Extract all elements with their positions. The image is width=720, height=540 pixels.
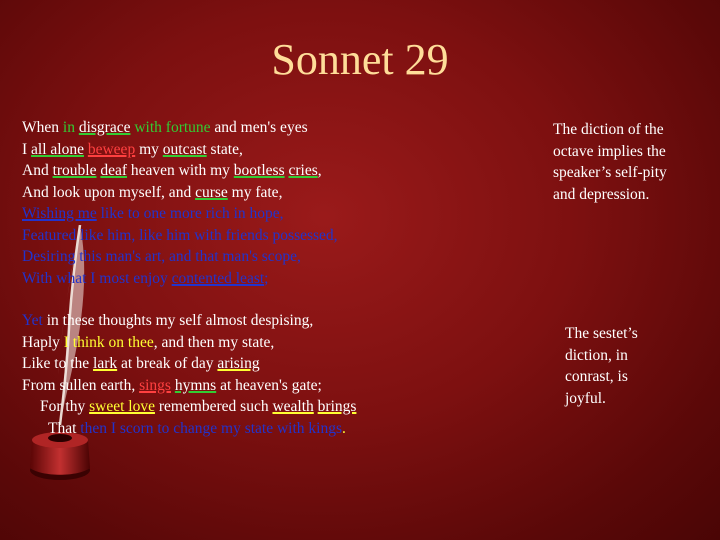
sestet	[22, 310, 432, 439]
octave-note: The diction of the octave implies the speaker’s self-pity and depression.	[553, 121, 667, 203]
poem-line-9: Yet in these thoughts my self almost despising,	[22, 312, 314, 329]
poem-line-14: That then I scorn to change my state with kings.	[48, 419, 346, 437]
poem-line-3: And trouble deaf heaven with my bootless cries,	[22, 162, 322, 179]
sestet-note: The sestet’s diction, in conrast, is joyful.	[565, 325, 638, 407]
poem-line-13: For thy sweet love remembered such wealth brings	[40, 398, 357, 415]
inkwell-icon	[30, 432, 90, 480]
poem-line-11: Like to the lark at break of day arising	[22, 355, 260, 372]
poem-line-12: From sullen earth, sings hymns at heaven's gate;	[22, 376, 322, 394]
poem-line-7: Desiring this man's art, and that man's scope,	[22, 248, 301, 265]
sonnet-text	[22, 117, 432, 439]
poem-line-4: And look upon myself, and curse my fate,	[22, 183, 283, 201]
slide-title: Sonnet 29	[271, 35, 449, 84]
poem-line-6: Featured like him, like him with friends possessed,	[22, 226, 338, 244]
poem-line-10: Haply I think on thee, and then my state,	[22, 333, 275, 351]
poem-line-8: With what I most enjoy contented least;	[22, 269, 269, 287]
poem-line-5: Wishing me like to one more rich in hope,	[22, 205, 284, 222]
octave	[22, 117, 432, 289]
poem-line-2: I all alone beweep my outcast state,	[22, 140, 243, 158]
poem-line-1: When in disgrace with fortune and men's eyes	[22, 119, 308, 136]
